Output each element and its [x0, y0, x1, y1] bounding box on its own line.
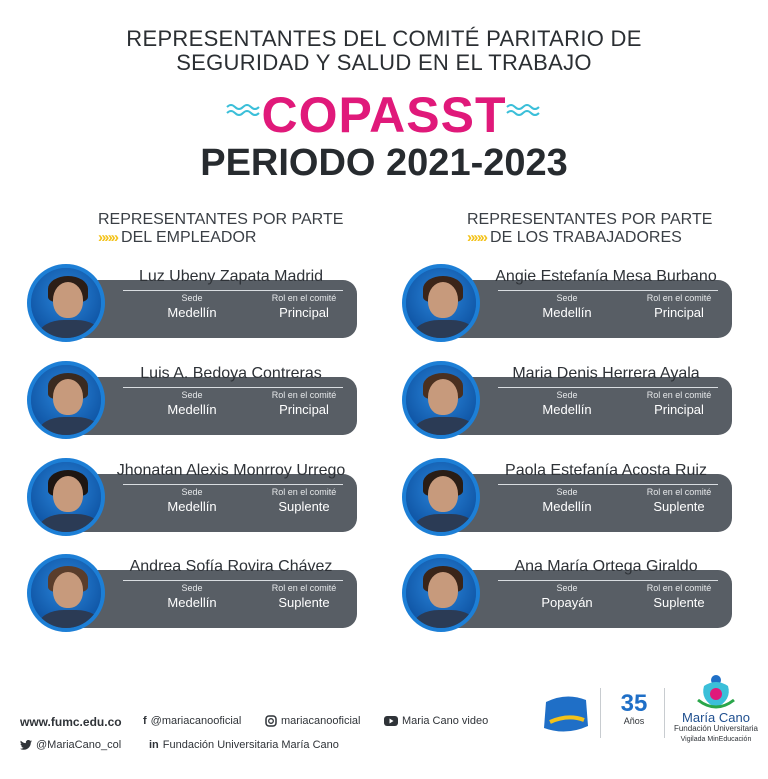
name-underline [123, 387, 343, 388]
sede-value: Medellín [167, 595, 217, 610]
workers-heading-line2: DE LOS TRABAJADORES [490, 229, 682, 246]
representative-photo [27, 554, 105, 632]
sede-label: Sede [556, 293, 578, 303]
representative-card [402, 554, 732, 638]
rol-label: Rol en el comité [271, 487, 337, 497]
anniversary-number: 35 [620, 690, 648, 717]
representative-photo [27, 458, 105, 536]
sede-value: Medellín [542, 499, 592, 514]
youtube-text: Maria Cano video [402, 715, 489, 727]
representative-photo [27, 264, 105, 342]
twitter-link[interactable] [20, 739, 121, 751]
representative-name: Paola Estefanía Acosta Ruiz [505, 462, 707, 479]
representative-photo [402, 361, 480, 439]
sede-value: Popayán [541, 595, 593, 610]
divider [664, 688, 665, 738]
sede-label: Sede [556, 583, 578, 593]
workers-column-heading [467, 211, 712, 247]
representative-card [27, 264, 357, 348]
sede-label: Sede [181, 390, 203, 400]
sede-label: Sede [556, 487, 578, 497]
name-underline [498, 290, 718, 291]
representative-photo [402, 554, 480, 632]
representative-name: Maria Denis Herrera Ayala [512, 365, 700, 382]
name-underline [498, 387, 718, 388]
representative-photo [27, 361, 105, 439]
brand-note: Vigilada MinEducación [680, 736, 752, 743]
workers-heading-line1: REPRESENTANTES POR PARTE [467, 211, 713, 228]
linkedin-link[interactable] [149, 739, 339, 751]
employer-heading-line2: DEL EMPLEADOR [121, 229, 257, 246]
rol-label: Rol en el comité [271, 390, 337, 400]
sede-value: Medellín [542, 305, 592, 320]
sede-value: Medellín [167, 305, 217, 320]
facebook-link[interactable] [143, 715, 241, 727]
wave-decoration-right [506, 103, 544, 117]
header-line-1: REPRESENTANTES DEL COMITÉ PARITARIO DE [126, 26, 642, 51]
representative-card [27, 554, 357, 638]
rol-value: Suplente [653, 499, 705, 514]
representative-name: Angie Estefanía Mesa Burbano [495, 268, 717, 285]
sede-label: Sede [556, 390, 578, 400]
linkedin-icon: in [149, 739, 159, 751]
anniversary-word: Años [623, 716, 645, 726]
representative-card [402, 264, 732, 348]
name-underline [498, 484, 718, 485]
divider [600, 688, 601, 738]
instagram-link[interactable] [265, 715, 360, 727]
rol-value: Principal [654, 402, 704, 417]
sede-label: Sede [181, 583, 203, 593]
accreditation-badge-icon [540, 692, 592, 736]
sede-label: Sede [181, 293, 203, 303]
rol-label: Rol en el comité [271, 293, 337, 303]
chevrons-icon: »»» [467, 229, 487, 246]
representative-name: Andrea Sofía Rovira Chávez [129, 558, 333, 575]
website-link[interactable] [20, 715, 122, 729]
employer-column-heading [98, 211, 343, 247]
name-underline [123, 290, 343, 291]
representative-name: Ana María Ortega Giraldo [514, 558, 698, 575]
representative-photo [402, 458, 480, 536]
representative-name: Luz Ubeny Zapata Madrid [138, 268, 324, 285]
brand-block [672, 712, 760, 745]
maria-cano-logo-icon [692, 670, 740, 712]
representative-card [27, 361, 357, 445]
rol-value: Principal [279, 305, 329, 320]
anniversary-badge [612, 692, 656, 726]
representative-card [402, 458, 732, 542]
twitter-icon [20, 740, 32, 750]
name-underline [123, 484, 343, 485]
representative-name: Luis A. Bedoya Contreras [140, 365, 322, 382]
representative-name: Jhonatan Alexis Monrroy Urrego [116, 462, 346, 479]
youtube-link[interactable] [384, 715, 488, 727]
instagram-text: mariacanooficial [281, 715, 361, 727]
sede-value: Medellín [167, 402, 217, 417]
rol-value: Principal [654, 305, 704, 320]
youtube-icon [384, 716, 398, 726]
facebook-text: @mariacanooficial [150, 715, 242, 727]
brand-subtitle: Fundación Universitaria [673, 724, 759, 733]
representative-card [27, 458, 357, 542]
rol-label: Rol en el comité [646, 487, 712, 497]
rol-value: Suplente [653, 595, 705, 610]
sede-value: Medellín [167, 499, 217, 514]
chevrons-icon: »»» [98, 229, 118, 246]
linkedin-text: Fundación Universitaria María Cano [162, 739, 339, 751]
twitter-text: @MariaCano_col [36, 739, 122, 751]
employer-heading-line1: REPRESENTANTES POR PARTE [98, 211, 344, 228]
instagram-icon [265, 715, 277, 727]
copasst-title: COPASST [261, 87, 507, 143]
header-line-2: SEGURIDAD Y SALUD EN EL TRABAJO [176, 50, 592, 75]
name-underline [123, 580, 343, 581]
sede-label: Sede [181, 487, 203, 497]
rol-label: Rol en el comité [646, 390, 712, 400]
facebook-icon: f [143, 715, 147, 727]
rol-value: Suplente [278, 595, 330, 610]
rol-value: Principal [279, 402, 329, 417]
rol-label: Rol en el comité [271, 583, 337, 593]
rol-label: Rol en el comité [646, 293, 712, 303]
brand-name: María Cano [682, 710, 750, 725]
period-title: PERIODO 2021-2023 [200, 142, 568, 184]
sede-value: Medellín [542, 402, 592, 417]
website-text: www.fumc.edu.co [20, 715, 122, 729]
rol-value: Suplente [278, 499, 330, 514]
name-underline [498, 580, 718, 581]
representative-photo [402, 264, 480, 342]
rol-label: Rol en el comité [646, 583, 712, 593]
representative-card [402, 361, 732, 445]
